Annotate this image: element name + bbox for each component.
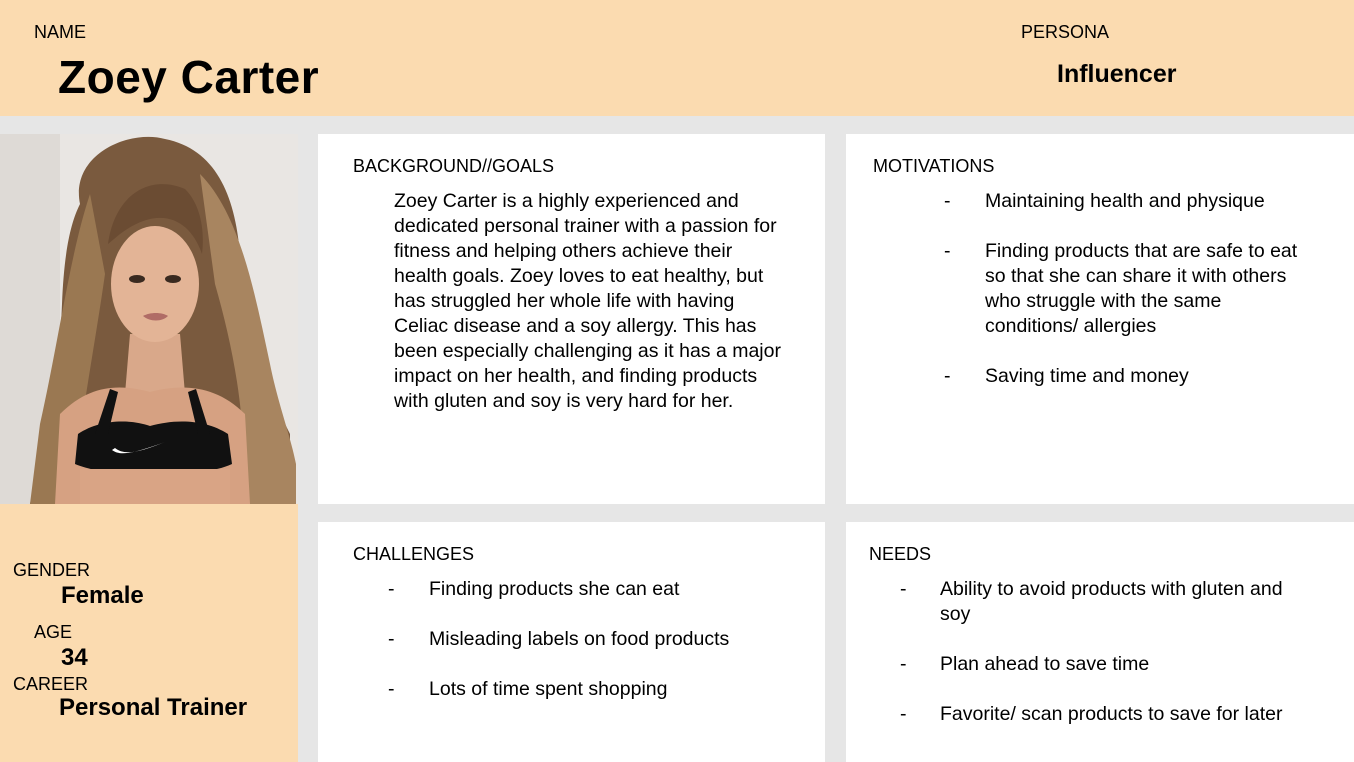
header-bar bbox=[0, 0, 1354, 116]
bullet-dash: - bbox=[900, 703, 907, 725]
background-goals-text: Zoey Carter is a highly experienced and dedicated personal trainer with a passion for fitness and helping others achieve their health goals. Zoey loves to eat healthy, but has struggled her whole life with having Celiac disease and a soy allergy. This has been especially challenging as it has a major impact on her health, and finding products with gluten and soy is very hard for her. bbox=[394, 190, 781, 412]
profile-photo bbox=[0, 134, 298, 504]
bullet-dash: - bbox=[944, 365, 951, 387]
career-value: Personal Trainer bbox=[59, 694, 248, 721]
list-item-text: Saving time and money bbox=[985, 365, 1189, 387]
list-item bbox=[944, 189, 1324, 214]
name-label: NAME bbox=[34, 22, 87, 42]
bullet-dash: - bbox=[388, 628, 395, 650]
challenges-title: CHALLENGES bbox=[353, 544, 475, 564]
challenges-card bbox=[318, 522, 825, 762]
age-label: AGE bbox=[34, 622, 73, 642]
motivations-card bbox=[846, 134, 1354, 504]
gender-label: GENDER bbox=[13, 560, 91, 580]
age-value: 34 bbox=[61, 644, 88, 671]
list-item bbox=[388, 677, 808, 702]
list-item bbox=[900, 702, 1320, 727]
list-item bbox=[900, 577, 1320, 627]
list-item-text: Lots of time spent shopping bbox=[429, 678, 668, 700]
list-item-text: Favorite/ scan products to save for later bbox=[940, 703, 1283, 725]
list-item-text: Ability to avoid products with gluten and soy bbox=[940, 578, 1283, 625]
list-item-text: Misleading labels on food products bbox=[429, 628, 730, 650]
list-item-text: Finding products that are safe to eat so that she can share it with others who struggle with the same conditions/ allergies bbox=[985, 240, 1298, 337]
needs-card bbox=[846, 522, 1354, 762]
needs-title: NEEDS bbox=[869, 544, 932, 564]
bullet-dash: - bbox=[944, 240, 951, 262]
bullet-dash: - bbox=[388, 678, 395, 700]
list-item bbox=[388, 627, 808, 652]
background-goals-card bbox=[318, 134, 825, 504]
challenges-list bbox=[388, 577, 808, 727]
list-item-text: Plan ahead to save time bbox=[940, 653, 1150, 675]
motivations-title: MOTIVATIONS bbox=[873, 156, 995, 176]
needs-list bbox=[900, 577, 1320, 752]
bullet-dash: - bbox=[900, 653, 907, 675]
profile-details bbox=[0, 504, 298, 762]
motivations-list bbox=[944, 189, 1324, 414]
list-item bbox=[900, 652, 1320, 677]
persona-name: Zoey Carter bbox=[58, 51, 320, 103]
list-item bbox=[944, 239, 1324, 339]
bullet-dash: - bbox=[900, 578, 907, 600]
persona-type: Influencer bbox=[1057, 60, 1177, 88]
bullet-dash: - bbox=[388, 578, 395, 600]
list-item bbox=[944, 364, 1324, 389]
list-item-text: Maintaining health and physique bbox=[985, 190, 1265, 212]
list-item bbox=[388, 577, 808, 602]
persona-label: PERSONA bbox=[1021, 22, 1110, 42]
background-goals-title: BACKGROUND//GOALS bbox=[353, 156, 555, 176]
career-label: CAREER bbox=[13, 674, 89, 694]
profile-photo-illustration bbox=[0, 134, 298, 504]
list-item-text: Finding products she can eat bbox=[429, 578, 680, 600]
gender-value: Female bbox=[61, 582, 144, 609]
bullet-dash: - bbox=[944, 190, 951, 212]
